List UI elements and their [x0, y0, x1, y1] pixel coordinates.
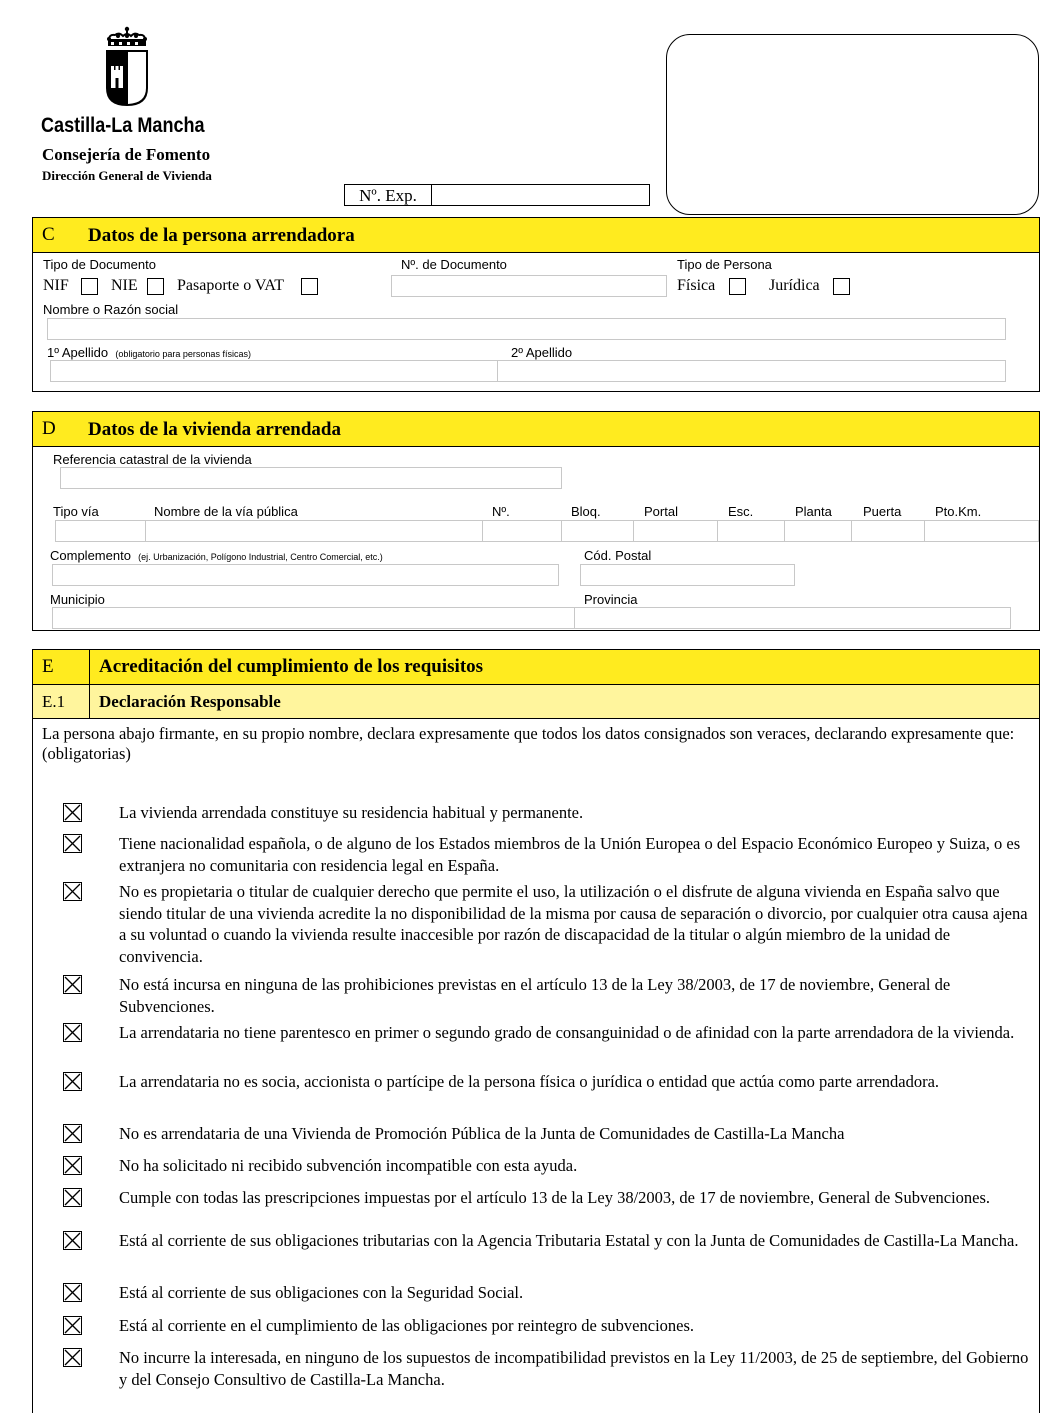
- planta-input[interactable]: [784, 520, 852, 542]
- apellido1-input[interactable]: [50, 360, 498, 382]
- tipo-via-label: Tipo vía: [53, 504, 99, 519]
- declaration-text: No es propietaria o titular de cualquier derecho que permite el uso, la utilización o el disfrute de alguna vivienda en España salvo que siendo titular de una vivienda acredite la no disponibilidad de la misma por causa de separación o divorcio, por cualquier otra causa ajena a su voluntad o cuando la vivienda resulte inaccesible por razón de discapacidad de la titular o algún miembro de la unidad de convivencia.: [119, 882, 1028, 966]
- apellido2-label: 2º Apellido: [511, 345, 573, 360]
- municipio-label: Municipio: [50, 592, 105, 607]
- section-title: Acreditación del cumplimiento de los requisitos: [99, 656, 484, 677]
- juridica-checkbox[interactable]: [833, 278, 850, 295]
- section-title: Datos de la vivienda arrendada: [88, 419, 342, 440]
- declaration-text: No es arrendataria de una Vivienda de Promoción Pública de la Junta de Comunidades de Castilla-La Mancha: [119, 1124, 845, 1143]
- checked-checkbox-icon[interactable]: [63, 882, 82, 901]
- subsection-title: Declaración Responsable: [99, 692, 281, 711]
- tipo-documento-label: Tipo de Documento: [43, 257, 156, 272]
- checked-checkbox-icon[interactable]: [63, 1023, 82, 1042]
- checked-checkbox-icon[interactable]: [63, 1316, 82, 1335]
- declaration-text: La arrendataria no tiene parentesco en primer o segundo grado de consanguinidad o de afinidad con la parte arrendadora de la vivienda.: [119, 1023, 1015, 1042]
- declaration-text: No incurre la interesada, en ninguno de los supuestos de incompatibilidad previstos en la Ley 11/2003, de 25 de septiembre, del Gobierno y del Consejo Consultivo de Castilla-La Mancha.: [119, 1348, 1029, 1389]
- tipo-via-input[interactable]: [55, 520, 146, 542]
- section-letter: D: [42, 418, 56, 439]
- checked-checkbox-icon[interactable]: [63, 1231, 82, 1250]
- section-letter: C: [42, 224, 55, 245]
- planta-label: Planta: [795, 504, 832, 519]
- municipio-input[interactable]: [52, 607, 575, 629]
- checked-checkbox-icon[interactable]: [63, 803, 82, 822]
- declaration-text: Está al corriente en el cumplimiento de las obligaciones por reintegro de subvenciones.: [119, 1316, 695, 1335]
- provincia-label: Provincia: [584, 592, 638, 607]
- nombre-label: Nombre o Razón social: [43, 302, 179, 317]
- escalera-input[interactable]: [717, 520, 785, 542]
- section-header: [33, 650, 1039, 685]
- subsection-header: [33, 685, 1039, 719]
- declaration-text: Tiene nacionalidad española, o de alguno de los Estados miembros de la Unión Europea o del Espacio Económico Europeo y Suiza, o es extranjera no comunitaria con residencia legal en España.: [119, 834, 1021, 875]
- apellido1-note: (obligatorio para personas físicas): [115, 349, 251, 359]
- checked-checkbox-icon[interactable]: [63, 1188, 82, 1207]
- puerta-label: Puerta: [863, 504, 902, 519]
- declaration-text: Cumple con todas las prescripciones impuestas por el artículo 13 de la Ley 38/2003, de 17 de noviembre, General de Subvenciones.: [119, 1188, 991, 1207]
- num-documento-input[interactable]: [391, 275, 667, 297]
- section-vivienda: [32, 411, 1040, 631]
- declaration-intro-note: (obligatorias): [42, 744, 131, 763]
- section-header: [33, 218, 1039, 253]
- provincia-input[interactable]: [574, 607, 1011, 629]
- numero-label: Nº.: [492, 504, 510, 519]
- ref-catastral-label: Referencia catastral de la vivienda: [53, 452, 252, 467]
- pasaporte-checkbox[interactable]: [301, 278, 318, 295]
- checked-checkbox-icon[interactable]: [63, 1072, 82, 1091]
- fisica-label: Física: [677, 277, 716, 294]
- apellido1-label: 1º Apellido (obligatorio para personas físicas): [47, 345, 251, 360]
- checked-checkbox-icon[interactable]: [63, 1124, 82, 1143]
- ref-catastral-input[interactable]: [60, 467, 562, 489]
- nombre-via-label: Nombre de la vía pública: [154, 504, 298, 519]
- checked-checkbox-icon[interactable]: [63, 1156, 82, 1175]
- bloque-label: Bloq.: [571, 504, 601, 519]
- checked-checkbox-icon[interactable]: [63, 1348, 82, 1367]
- pasaporte-label: Pasaporte o VAT: [177, 277, 284, 294]
- juridica-label: Jurídica: [769, 277, 820, 294]
- nif-label: NIF: [43, 277, 69, 294]
- escalera-label: Esc.: [728, 504, 754, 519]
- department-name: Consejería de Fomento: [42, 145, 211, 164]
- portal-input[interactable]: [633, 520, 718, 542]
- subsection-code: E.1: [33, 685, 90, 718]
- declaration-text: No ha solicitado ni recibido subvención incompatible con esta ayuda.: [119, 1156, 578, 1175]
- declaration-text: La arrendataria no es socia, accionista o partícipe de la persona física o jurídica o entidad que actúa como parte arrendadora.: [119, 1072, 940, 1091]
- ptokm-input[interactable]: [924, 520, 1039, 542]
- puerta-input[interactable]: [851, 520, 925, 542]
- expediente-box: [344, 184, 650, 206]
- numero-input[interactable]: [482, 520, 562, 542]
- complemento-label: Complemento (ej. Urbanización, Polígono Industrial, Centro Comercial, etc.): [50, 548, 383, 563]
- fisica-checkbox[interactable]: [729, 278, 746, 295]
- section-arrendadora: [32, 217, 1040, 392]
- declaration-intro-text: La persona abajo firmante, en su propio nombre, declara expresamente que todos los datos consignados son veraces, declarando expresamente que:: [42, 724, 1015, 743]
- checked-checkbox-icon[interactable]: [63, 834, 82, 853]
- nombre-input[interactable]: [47, 318, 1006, 340]
- expediente-input[interactable]: [432, 185, 649, 205]
- declaration-text: La vivienda arrendada constituye su residencia habitual y permanente.: [119, 803, 584, 822]
- num-documento-label: Nº. de Documento: [401, 257, 507, 272]
- apellido2-input[interactable]: [497, 360, 1006, 382]
- complemento-note: (ej. Urbanización, Polígono Industrial, Centro Comercial, etc.): [138, 552, 383, 562]
- checked-checkbox-icon[interactable]: [63, 975, 82, 994]
- declaration-text: Está al corriente de sus obligaciones tributarias con la Agencia Tributaria Estatal y con la Junta de Comunidades de Castilla-La Mancha.: [119, 1231, 1019, 1250]
- declaration-text: Está al corriente de sus obligaciones con la Seguridad Social.: [119, 1283, 524, 1302]
- subdepartment-name: Dirección General de Vivienda: [42, 168, 212, 183]
- ptokm-label: Pto.Km.: [935, 504, 982, 519]
- cod-postal-label: Cód. Postal: [584, 548, 652, 563]
- registry-stamp-area: [666, 34, 1039, 215]
- declaration-text: No está incursa en ninguna de las prohibiciones previstas en el artículo 13 de la Ley 38/2003, de 17 de noviembre, General de Subvenciones.: [119, 975, 951, 1016]
- cod-postal-input[interactable]: [580, 564, 795, 586]
- nie-checkbox[interactable]: [147, 278, 164, 295]
- section-acreditacion: [32, 649, 1040, 1413]
- tipo-persona-label: Tipo de Persona: [677, 257, 772, 272]
- declaration-intro: [42, 724, 1035, 764]
- nombre-via-input[interactable]: [145, 520, 483, 542]
- expediente-label: Nº. Exp.: [345, 185, 432, 205]
- castilla-la-mancha-logo-icon: [103, 26, 151, 108]
- section-letter: E: [33, 650, 90, 684]
- section-title: Datos de la persona arrendadora: [88, 225, 355, 246]
- nif-checkbox[interactable]: [81, 278, 98, 295]
- bloque-input[interactable]: [561, 520, 634, 542]
- portal-label: Portal: [644, 504, 678, 519]
- nie-label: NIE: [111, 277, 138, 294]
- brand-name: Castilla-La Mancha: [41, 114, 205, 137]
- section-header: [33, 412, 1039, 447]
- checked-checkbox-icon[interactable]: [63, 1283, 82, 1302]
- complemento-input[interactable]: [52, 564, 559, 586]
